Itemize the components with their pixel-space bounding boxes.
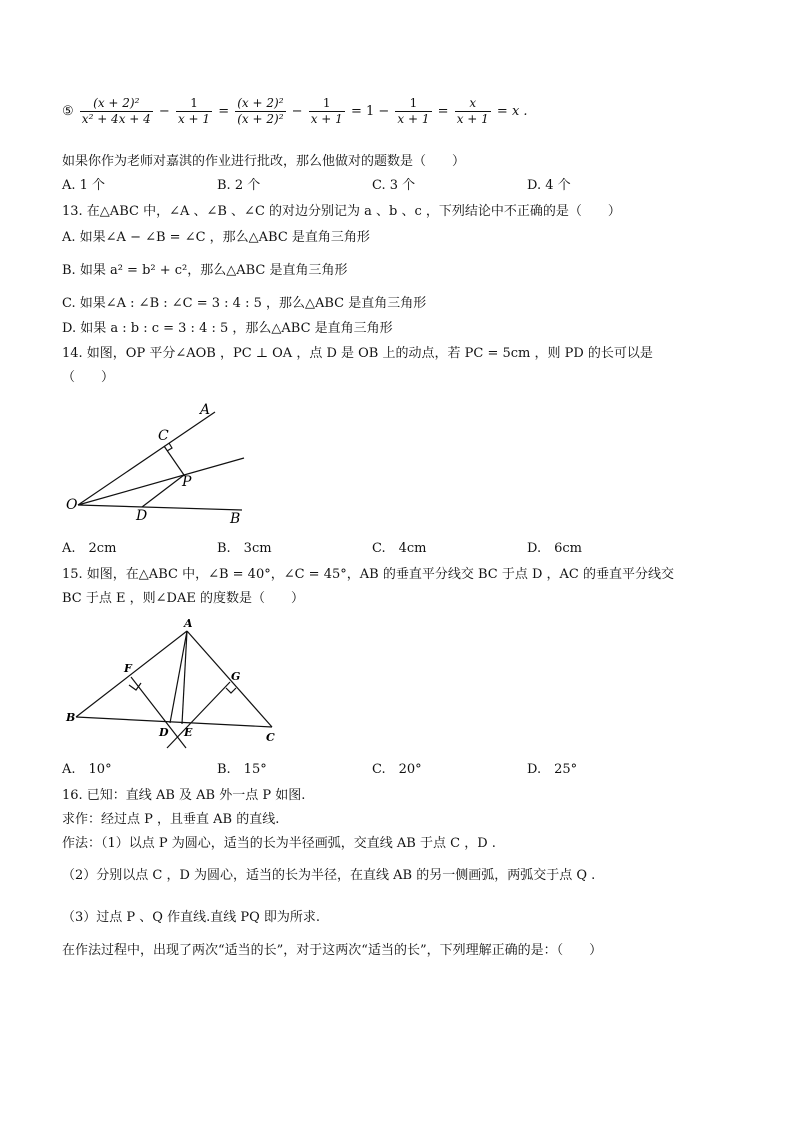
label-a: A [200,402,211,418]
q13-option-a: A. 如果∠A − ∠B = ∠C ，那么△ABC 是直角三角形 [62,230,370,245]
fraction: $\frac{\text{(x + 2)²}}{\text{x² + 4x + 4}}$ [81,96,151,126]
label-c: C [266,731,275,744]
fraction: $\frac{1}{x + 1}$ [177,96,211,126]
fraction: $\frac{\text{(x + 2)²}}{\text{(x + 2)²}}$ [237,96,284,126]
label-a: A [184,617,193,630]
item-number: ⑤ [62,104,74,119]
q16-task: 求作：经过点 P ，且垂直 AB 的直线. [62,812,280,827]
ray-op [78,458,244,505]
q15-figure [60,615,285,750]
right-angle-mark-f [129,683,141,690]
perp-bisector-ac [167,682,230,748]
fraction: $\frac{x}{x + 1}$ [456,96,489,126]
q14-stem: 14. 如图，OP 平分∠AOB ，PC ⊥ OA ，点 D 是 OB 上的动点，若 PC = 5cm ，则 PD 的长可以是 [62,346,653,361]
q14-option-c: C. 4cm [372,541,427,556]
operator: = x . [496,104,528,119]
q15-option-b: B. 15° [217,762,267,777]
q13-option-d: D. 如果 a : b : c = 3 : 4 : 5 ，那么△ABC 是直角三角形 [62,321,393,336]
q15-option-d: D. 25° [527,762,578,777]
q12-option-d: D. 4 个 [527,178,571,193]
q13-stem: 13. 在△ABC 中，∠A 、∠B 、∠C 的对边分别记为 a 、b 、c ，下列结论中不正确的是（ ） [62,204,621,219]
fraction: $\frac{1}{x + 1}$ [397,96,430,126]
q13-option-c: C. 如果∠A : ∠B : ∠C = 3 : 4 : 5 ，那么△ABC 是直角三角形 [62,296,427,311]
q12-option-b: B. 2 个 [217,178,261,193]
ray-oa [78,412,215,505]
q14-option-d: D. 6cm [527,541,582,556]
label-f: F [124,662,132,675]
q15-option-a: A. 10° [62,762,112,777]
label-c: C [158,428,169,444]
q16-given: 16. 已知：直线 AB 及 AB 外一点 P 如图. [62,788,306,803]
label-e: E [184,726,193,739]
q12-option-c: C. 3 个 [372,178,416,193]
operator: = [218,104,230,119]
q15-option-c: C. 20° [372,762,422,777]
q16-step-1: 作法：（1）以点 P 为圆心，适当的长为半径画弧，交直线 AB 于点 C ，D . [62,836,496,851]
label-d: D [159,726,169,739]
side-bc [76,717,272,727]
ray-ob [78,505,242,510]
q12-option-a: A. 1 个 [62,178,106,193]
operator: − [158,104,170,119]
q16-step-2: （2）分别以点 C ，D 为圆心，适当的长为半径，在直线 AB 的另一侧画弧，两弧交于点 Q . [62,868,596,883]
segment-pd [142,475,184,507]
formula-line-5 [62,96,528,127]
operator: = 1 − [350,104,390,119]
operator: = [437,104,449,119]
operator: − [291,104,303,119]
label-p: P [182,474,192,490]
q15-stem-continued: BC 于点 E ，则∠DAE 的度数是（ ） [62,591,304,606]
label-g: G [231,670,241,683]
side-ac [187,631,272,727]
q15-stem: 15. 如图，在△ABC 中，∠B = 40°，∠C = 45°，AB 的垂直平分线交 BC 于点 D ，AC 的垂直平分线交 [62,567,674,582]
label-b: B [66,711,76,724]
q14-figure [60,398,260,533]
q14-option-b: B. 3cm [217,541,272,556]
q12-stem: 如果你作为老师对嘉淇的作业进行批改，那么他做对的题数是（ ） [62,154,466,169]
label-o: O [66,497,78,513]
q14-stem-continued: （ ） [62,370,115,385]
q16-step-3: （3）过点 P 、Q 作直线.直线 PQ 即为所求. [62,910,321,925]
right-angle-mark-g [226,688,236,693]
label-d: D [136,508,148,524]
label-b: B [230,511,241,527]
fraction: $\frac{1}{x + 1}$ [310,96,343,126]
q14-option-a: A. 2cm [62,541,117,556]
q16-question: 在作法过程中，出现了两次“适当的长”，对于这两次“适当的长”，下列理解正确的是：（ ） [62,943,603,958]
q13-option-b: B. 如果 a² = b² + c²，那么△ABC 是直角三角形 [62,263,348,278]
